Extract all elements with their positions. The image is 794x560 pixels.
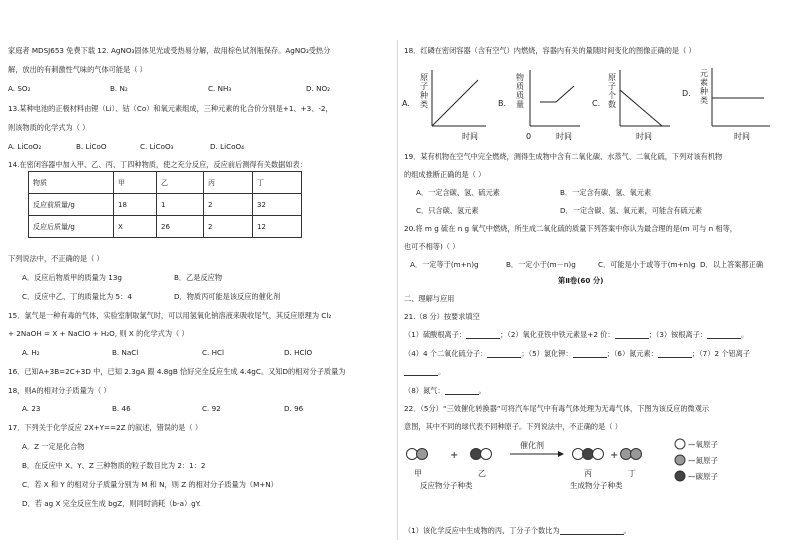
q12-line1: 家庭者 MDSJ653 免费下载 12. AgNO₃固体见光或受热易分解，故用棕色试剂瓶保存。AgNO₃受热分 [8,46,331,55]
label-ding: 丁 [628,469,636,478]
q21-stem: 21.（8 分）按要求填空 [404,312,480,321]
legend-nitrogen: —氮原子 [688,456,718,465]
answer-blank[interactable] [445,387,479,395]
catalyst-label: 催化剂 [520,441,544,450]
q13-option-a: A. LiCoO₂ [8,142,42,151]
legend-oxygen: —氧原子 [688,440,718,449]
q19-option-a: A．一定含碳、氢、硫元素 [416,188,500,197]
q14-option-c: C．反应中乙、丁的质量比为 5：4 [22,292,132,301]
q20-line2: 也可不相等)（ ） [404,242,460,251]
q17-option-b: B．在反应中 X、Y、Z 三种物质的粒子数目比为 2：1：2 [22,461,206,470]
q20-option-c: C．可能是小于或等于(m+n)g [598,260,696,269]
graph-b-letter: B. [498,99,507,108]
q21-line1 [404,330,748,339]
reactant-caption: 反应物分子种类 [420,481,473,490]
q19-line2: 的组成推断正确的是（ ） [404,170,486,179]
graph-c-ylabel: 原子个数 [608,73,616,109]
q21-3-prompt: ；（3）铵根离子： [648,330,708,339]
molecule-bing [573,449,604,460]
legend-oxygen-atom [675,439,685,449]
q21-7-prompt: ；（7）2 个铝离子 [691,349,751,358]
q14-option-a: A．反应后物质甲的质量为 13g [22,273,122,282]
legend-nitrogen-atom [675,455,685,465]
table-cell: 32 [253,194,302,216]
q21-4-prompt: （4）4 个二氧化硫分子： [404,349,488,358]
table-cell: 反应前质量/g [29,194,114,216]
data-table [28,171,302,238]
graph-c-xlabel: 时间 [636,132,652,141]
graph-c-curve [620,90,662,126]
q19-option-c: C．只含碳、氢元素 [416,206,479,215]
table-cell: 丙 [204,172,253,194]
q19-option-b: B．一定含有碳、氢、氧元素 [560,188,652,197]
plus-sign: + [450,450,459,461]
q12-option-d: D. NO₂ [306,84,331,93]
q21-8-prompt: （8）氮气： [404,386,445,395]
q16-line1: 16．已知A+3B=2C+3D 中，已知 2.3gA 跟 4.8gB 恰好完全反应生成 4.4gC。又知D的相对分子质量为 [8,367,346,376]
q21-line1-end: 。 [741,330,749,339]
table-cell: 反应后质量/g [29,216,114,238]
q19-line1: 19．某有机物在空气中完全燃烧，测得生成物中含有二氧化碳、水蒸气、二氧化硫，下列对该有机物 [404,152,723,161]
legend-carbon: —碳原子 [688,472,718,481]
table-cell: 物质 [29,172,114,194]
section2-title: 第Ⅱ卷(60 分) [558,276,604,285]
answer-blank[interactable] [573,350,607,358]
q14-option-d: D．物质丙可能是该反应的催化剂 [174,292,281,301]
answer-blank[interactable] [466,331,500,339]
answer-blank[interactable] [658,350,692,358]
table-cell: 1 [157,194,204,216]
table-cell: 甲 [114,172,157,194]
reaction-diagram [398,436,788,508]
q20-option-d: D．以上答案都正确 [700,260,764,269]
q17-option-c: C．若 X 和 Y 的相对分子质量分别为 M 和 N，则 Z 的相对分子质量为（M+N） [22,480,278,489]
graph-a-curve [432,80,478,126]
q16-option-b: B. 46 [112,404,131,413]
q20-line1: 20.将 m g 硫在 n g 氧气中燃烧，所生成二氧化硫的质量下列答案中你认为最合理的是(m 可与 n 相等， [404,224,737,233]
q16-line2: 18，则A的相对分子质量为（ ） [8,386,111,395]
q12-line2: 解，放出的有刺激性气味的气体可能是（ ） [8,65,147,74]
answer-blank[interactable] [404,368,438,376]
table-cell: 2 [204,216,253,238]
q22-line1: 22．（5分）“三效催化转换器”可将汽车尾气中有毒气体处理为无毒气体，下图为该反应的微观示 [404,404,710,413]
table-cell: 12 [253,216,302,238]
table-cell: 2 [204,194,253,216]
q15-option-b: B. NaCl [112,348,139,357]
q18-stem: 18．红磷在密闭容器（含有空气）内燃烧，容器内有关的量随时间变化的图像正确的是（ ） [404,46,696,55]
q13-option-c: C. LiCoO₃ [140,142,174,151]
q21-line3-end: 。 [438,367,446,376]
q13-option-d: D. LiCoO₄ [210,142,245,151]
q17-stem: 17．下列关于化学反应 2X+Y==2Z 的叙述，错误的是（ ） [8,423,203,432]
q22-sub1-end: 。 [623,526,631,535]
q21-1-prompt: （1）硫酸根离子： [404,330,467,339]
table-row [29,172,302,194]
product-caption: 生成物分子种类 [570,481,623,490]
graph-b-xlabel: 时间 [556,132,572,141]
q21-line3 [404,367,445,376]
q20-option-a: A．一定等于(m+n)g [410,260,479,269]
q13-line2: 则该物质的化学式为（ ） [8,123,90,132]
q14-option-b: B．乙是反应物 [174,273,223,282]
q18-graphs [398,62,788,144]
graph-a-xlabel: 时间 [462,132,478,141]
table-cell: 26 [157,216,204,238]
q22-sub1 [404,526,631,535]
q13-option-b: B. LiCoO [76,142,107,151]
q12-option-b: B. N₂ [110,84,128,93]
q20-option-b: B．一定小于(m－n)g [506,260,576,269]
table-row [29,194,302,216]
q17-option-d: D．若 ag X 完全反应生成 bgZ，则同时消耗（b-a）gY. [22,499,201,508]
q14-stem: 14.在密闭容器中加入甲、乙、丙、丁四种物质，使之充分反应，反应前后测得有关数据如表： [8,160,307,169]
q21-line2 [404,349,750,358]
reaction-arrow-head [558,451,564,457]
graph-b-ylabel: 物质质量 [516,73,524,109]
section2-heading: 二、理解与应用 [404,294,455,303]
q19-option-d: D．一定含碳、氢、氧元素，可能含有硫元素 [560,206,703,215]
graph-d-ylabel: 元素种类 [700,69,708,105]
q15-line2: + 2NaOH = X + NaClO + H₂O, 则 X 的化学式为（ ） [8,329,189,338]
q21-5-prompt: ；（5）氯化钾： [521,349,573,358]
table-cell: X [114,216,157,238]
q21-line4-end: 。 [478,386,486,395]
answer-blank[interactable] [707,331,741,339]
answer-blank[interactable] [487,350,521,358]
answer-blank[interactable] [615,331,649,339]
q13-line1: 13.某种电池的正极材料由锂（Li）、钴（Co）和氧元素组成，三种元素的化合价分别是+1、+3、-2， [8,104,333,113]
plus-sign: + [610,450,619,461]
q21-2-prompt: ；（2）氧化亚铁中铁元素显+2 价： [500,330,615,339]
molecule-jia [407,449,428,460]
graph-a-letter: A. [402,99,410,108]
graph-b-origin: 0 [526,132,532,141]
q16-option-d: D. 96 [284,404,304,413]
q15-line1: 15．氯气是一种有毒的气体，实验室制取氯气时，可以用氢氧化钠溶液来吸收尾气，其反应原理为 Cl₂ [8,311,332,320]
table-row [29,216,302,238]
molecule-ding [621,449,642,460]
table-cell: 18 [114,194,157,216]
table-cell: 丁 [253,172,302,194]
q21-6-prompt: ；（6）氮元素： [606,349,658,358]
q16-option-a: A. 23 [22,404,41,413]
q15-option-a: A. H₂ [22,348,40,357]
graph-a-ylabel: 原子种类 [420,73,428,109]
graph-c-letter: C. [592,99,601,108]
q22-sub1-prompt: （1）该化学反应中生成物的丙、丁分子个数比为 [404,526,560,535]
label-jia: 甲 [414,469,422,478]
q21-line4 [404,386,486,395]
q15-option-d: D. HClO [284,348,313,357]
molecule-yi [471,449,492,460]
q12-option-a: A. SO₂ [8,84,31,93]
graph-d-letter: D. [682,89,691,98]
q22-line2: 意图，其中不同的球代表不同种原子。下列说法中，不正确的是（ ） [404,422,622,431]
graph-b-curve [540,86,574,102]
q15-option-c: C. HCl [202,348,225,357]
graph-d-xlabel: 时间 [734,132,750,141]
legend-carbon-atom [675,471,685,481]
answer-blank[interactable] [560,527,624,535]
table-cell: 乙 [157,172,204,194]
label-bing: 丙 [584,469,592,478]
q16-option-c: C. 92 [202,404,221,413]
q17-option-a: A．Z 一定是化合物 [22,442,85,451]
q14-intro: 下列说法中，不正确的是（ ） [8,254,104,263]
q12-option-c: C. NH₃ [208,84,232,93]
label-yi: 乙 [478,469,486,478]
